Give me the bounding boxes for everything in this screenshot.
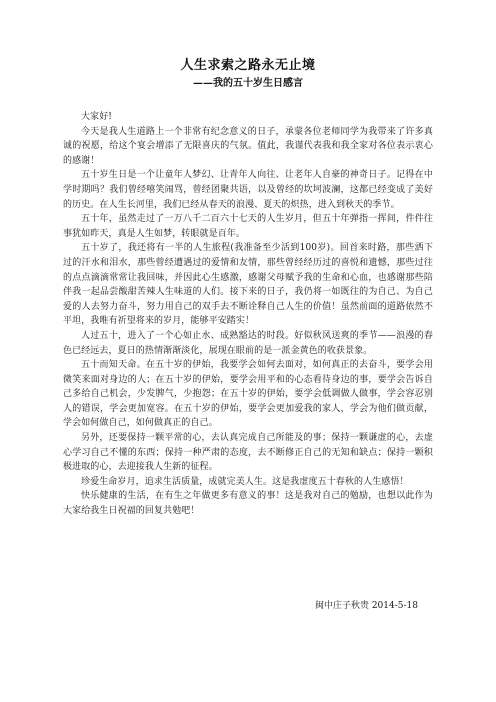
page-title: 人生求索之路永无止境 [180, 58, 316, 73]
paragraph: 珍爱生命岁月，追求生活质量，成就完美人生。这是我虚度五十春秋的人生感悟！ [81, 476, 409, 487]
paragraph: 五十而知天命。在五十岁的伊始，我要学会如何去面对，如何真正的去奋斗，要学会用微笑来面对身边的人；在五十岁的伊始，要学会用平和的心态看待身边的事，要学会告诉自己多给自己机会，少发脾气，少抱怨；在五十岁的伊始，要学会低调做人做事，学会容忍别人的错误，学会更加宽容。在五十岁的伊始，要学会更加爱我的家人，学会为他们做贡献，学会如何做自己，如何做真正的自己。 [63, 360, 433, 429]
page-subtitle: ——我的五十岁生日感言 [193, 78, 303, 89]
document-body [63, 110, 433, 519]
paragraph: 五十年，虽然走过了一万八千二百六十七天的人生岁月，但五十年弹指一挥间，件件往事犹如昨天，真是人生如梦，转眼就是百年。 [63, 214, 433, 239]
paragraph: 另外，还要保持一颗平常的心，去认真完成自己所能及的事；保持一颗谦虚的心，去虚心学习自己不懂的东西；保持一种严肃的态度，去不断修正自己的无知和缺点；保持一颗积极进取的心，去迎接我人生新的征程。 [63, 433, 433, 473]
paragraph: 五十岁了，我还将有一半的人生旅程(我准备至少活到100岁)。回首来时路，那些洒下过的汗水和泪水，那些曾经遭遇过的爱情和友情，那些曾经经历过的喜悦和遗憾，那些过往的点点滴滴常常让我回味，并因此心生感激，感谢父母赋予我的生命和心血，也感谢那些陪伴我一起品尝酸甜苦辣人生味道的人们。接下来的日子，我仍将一如既往的为自己、为自己爱的人去努力奋斗，努力用自己的双手去不断诠释自己人生的价值！虽然前面的道路依然不平坦，我唯有祈望将来的岁月，能够平安踏实！ [63, 243, 433, 327]
paragraph: 大家好! [81, 112, 113, 122]
paragraph: 今天是我人生道路上一个非常有纪念意义的日子，承蒙各位老师同学为我带来了许多真诚的祝愿，给这个宴会增添了无限喜庆的气氛。值此，我谨代表我和我全家对各位表示衷心的感谢！ [63, 126, 433, 166]
paragraph: 快乐健康的生活，在有生之年做更多有意义的事！这是我对自己的勉励，也想以此作为大家给我生日祝福的回复共勉吧！ [63, 491, 433, 517]
paragraph: 五十岁生日是一个让童年人梦幻、让青年人向往、让老年人自豪的神奇日子。记得在中学时期吗？我们曾经嘻笑闹骂，曾经团聚共语，以及曾经的坎坷波澜，这都已经变成了美好的历史。在人生长河里，我们已经从春天的浪漫、夏天的炽热，进入到秋天的季节。 [63, 170, 433, 210]
paragraph: 人过五十，进入了一个心如止水、成熟豁达的时段。好似秋风送爽的季节——浪漫的春色已经远去，夏日的热情渐渐淡化，展现在眼前的是一派金黄色的收获景象。 [63, 330, 433, 356]
signature-line: 闽中庄子秋贵 2014-5-18 [314, 601, 418, 611]
